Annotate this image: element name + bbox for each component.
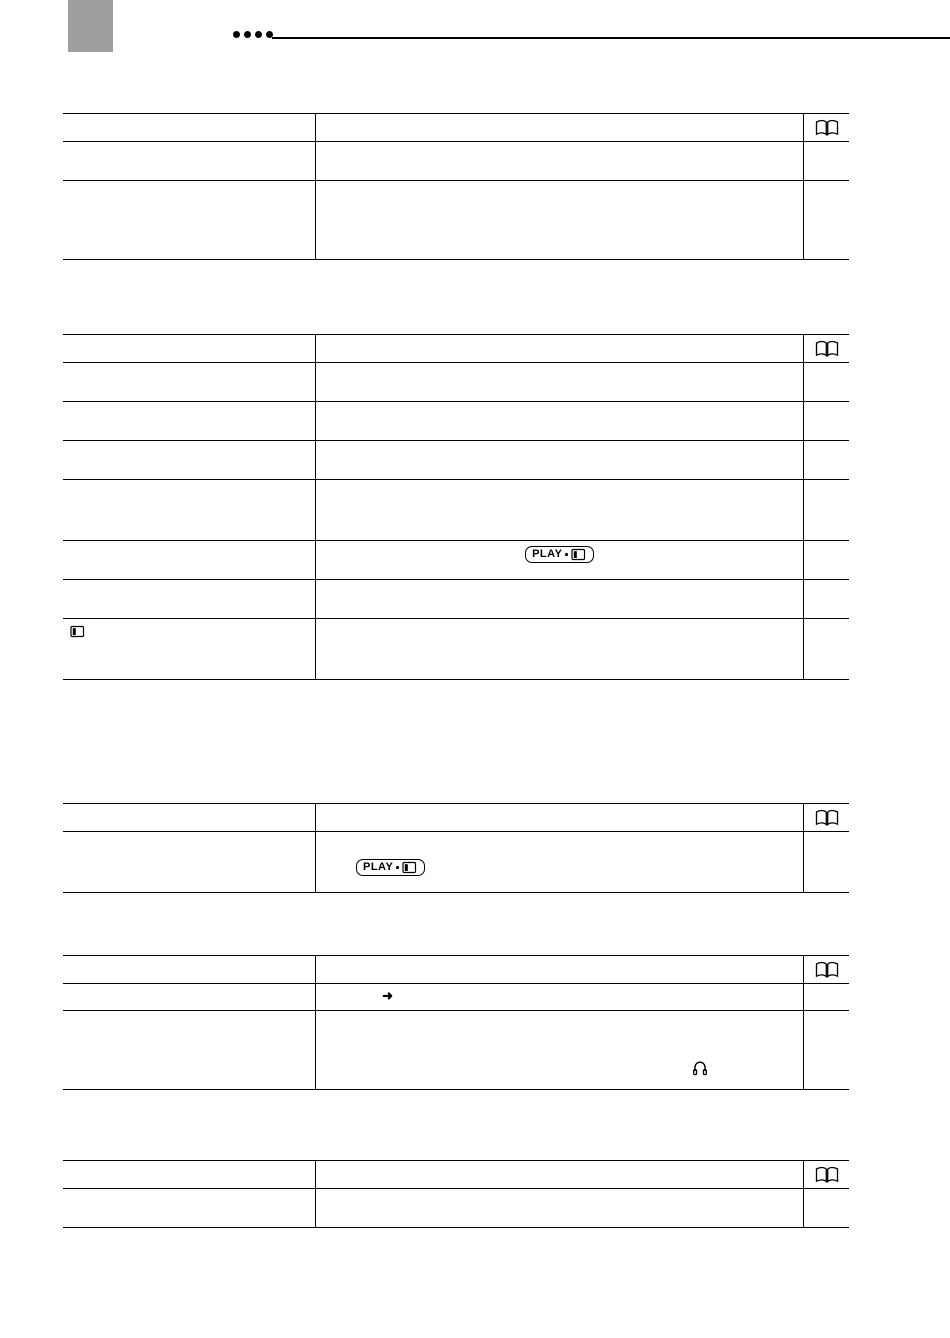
cell-symptom [63, 619, 316, 679]
cell-reference [804, 619, 849, 679]
cell-symptom [63, 541, 316, 579]
book-icon [815, 1166, 839, 1183]
column-header-symptom [63, 1161, 316, 1188]
column-header-reference [804, 1161, 849, 1188]
book-icon [815, 119, 839, 136]
cell-description [316, 480, 804, 540]
table-row [63, 141, 849, 180]
cell-symptom [63, 363, 316, 401]
column-header-reference [804, 335, 849, 362]
play-label: PLAY [363, 861, 394, 873]
cell-reference [804, 402, 849, 440]
play-button-graphic [356, 859, 425, 876]
table-row [63, 831, 849, 892]
table-row [63, 180, 849, 259]
cell-symptom [63, 1189, 316, 1227]
cell-description [316, 1011, 804, 1089]
cell-symptom [63, 984, 316, 1010]
play-label: PLAY [532, 548, 563, 560]
column-header-description [316, 335, 804, 362]
table-row [63, 579, 849, 618]
cell-description [316, 181, 804, 259]
table-2 [63, 334, 849, 680]
book-icon [815, 961, 839, 978]
cell-description [316, 832, 804, 892]
column-header-symptom [63, 956, 316, 983]
cell-symptom [63, 402, 316, 440]
table-4 [63, 955, 849, 1090]
page-header [0, 0, 950, 70]
cell-symptom [63, 580, 316, 618]
play-button-graphic [525, 546, 594, 563]
headphone-icon [692, 1060, 708, 1076]
table-row [63, 1010, 849, 1089]
cell-symptom [63, 1011, 316, 1089]
column-header-description [316, 956, 804, 983]
table-row [63, 804, 849, 831]
screen-icon [402, 861, 417, 874]
column-header-symptom [63, 114, 316, 141]
table-row [63, 440, 849, 479]
book-icon [815, 340, 839, 357]
table-row [63, 983, 849, 1010]
cell-reference [804, 1011, 849, 1089]
column-header-description [316, 114, 804, 141]
table-1 [63, 113, 849, 260]
table-row [63, 1188, 849, 1227]
cell-reference [804, 480, 849, 540]
cell-reference [804, 441, 849, 479]
column-header-symptom [63, 335, 316, 362]
table-row [63, 362, 849, 401]
cell-reference [804, 142, 849, 180]
screen-icon [571, 548, 586, 561]
arrow-right-icon: ➜ [382, 988, 393, 1003]
table-row [63, 540, 849, 579]
separator-dot [565, 553, 568, 556]
dot-2 [244, 31, 251, 38]
table-5 [63, 1160, 849, 1228]
cell-description [316, 402, 804, 440]
table-row [63, 1161, 849, 1188]
header-rule [272, 37, 950, 39]
dot-1 [233, 31, 240, 38]
cell-symptom [63, 832, 316, 892]
cell-description [316, 1189, 804, 1227]
cell-symptom [63, 142, 316, 180]
cell-description [316, 142, 804, 180]
cell-reference [804, 363, 849, 401]
table-row [63, 618, 849, 679]
column-header-description [316, 1161, 804, 1188]
table-row [63, 956, 849, 983]
table-row [63, 114, 849, 141]
cell-description [316, 541, 804, 579]
cell-reference [804, 984, 849, 1010]
page-tab-marker [68, 0, 113, 52]
cell-reference [804, 181, 849, 259]
cell-description [316, 984, 804, 1010]
table-row [63, 479, 849, 540]
cell-description [316, 619, 804, 679]
screen-icon [70, 625, 85, 638]
cell-description [316, 580, 804, 618]
cell-reference [804, 832, 849, 892]
cell-reference [804, 541, 849, 579]
table-row [63, 401, 849, 440]
cell-description [316, 363, 804, 401]
column-header-reference [804, 114, 849, 141]
cell-symptom [63, 181, 316, 259]
column-header-description [316, 804, 804, 831]
cell-description [316, 441, 804, 479]
cell-reference [804, 580, 849, 618]
separator-dot [396, 866, 399, 869]
section-dots [233, 31, 273, 38]
column-header-reference [804, 956, 849, 983]
cell-symptom [63, 441, 316, 479]
table-3 [63, 803, 849, 893]
cell-symptom [63, 480, 316, 540]
column-header-reference [804, 804, 849, 831]
table-row [63, 335, 849, 362]
dot-3 [255, 31, 262, 38]
book-icon [815, 809, 839, 826]
column-header-symptom [63, 804, 316, 831]
cell-reference [804, 1189, 849, 1227]
